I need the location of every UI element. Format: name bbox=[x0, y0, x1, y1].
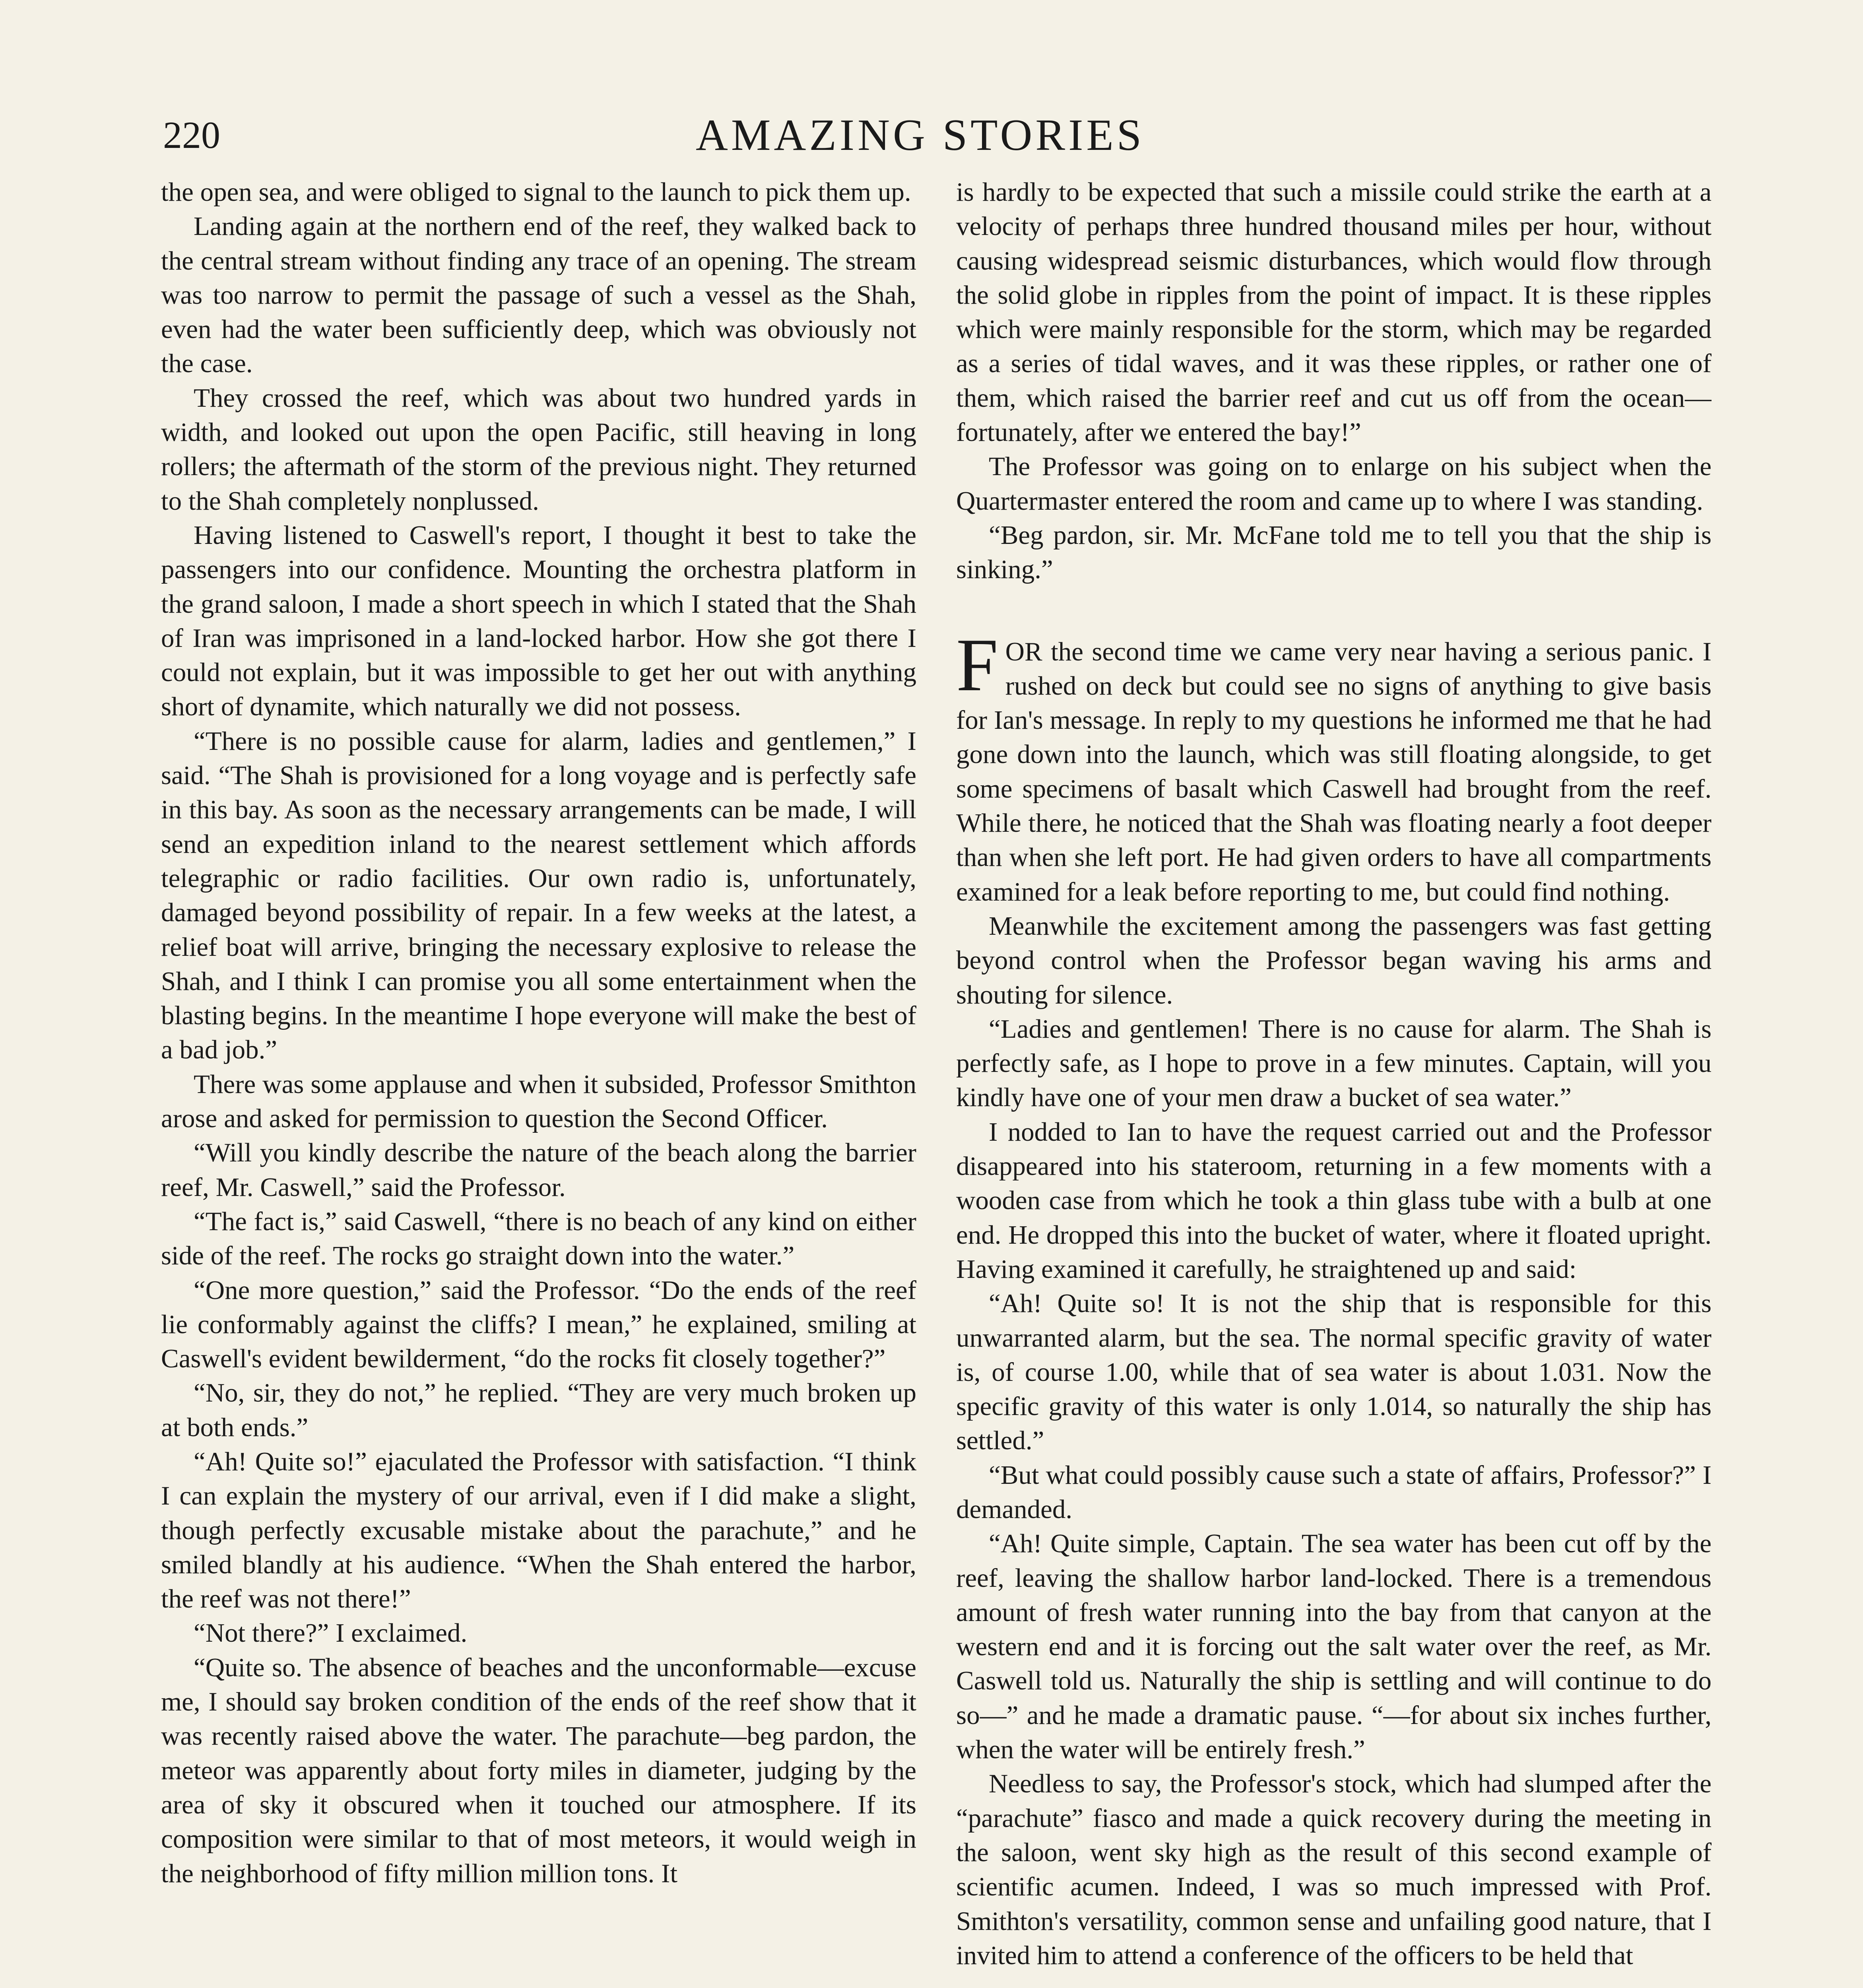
page-header bbox=[163, 107, 1714, 167]
paragraph: The Professor was going on to enlarge on his subject when the Quartermaster entered the room and came up to where I was standing. bbox=[956, 452, 1712, 516]
paragraph: “The fact is,” said Caswell, “there is no beach of any kind on either side of the reef. The rocks go straight down into the water.” bbox=[161, 1206, 916, 1271]
paragraph: “But what could possibly cause such a state of affairs, Professor?” I demanded. bbox=[956, 1460, 1712, 1524]
paragraph: They crossed the reef, which was about two hundred yards in width, and looked out upon the open Pacific, still heaving in long rollers; the aftermath of the storm of the previous night. They returned to the Shah completely nonplussed. bbox=[161, 383, 916, 516]
page-number: 220 bbox=[163, 114, 220, 156]
paragraph: “Ah! Quite simple, Captain. The sea water has been cut off by the reef, leaving the shallow harbor land-locked. There is a tremendous amount of fresh water running into the bay from that canyon at the western end and it is forcing out the salt water over the reef, as Mr. Caswell told us. Naturally the ship is settling and will continue to do so—” and he made a dramatic pause. “—for about six inches further, when the water will be entirely fresh.” bbox=[956, 1529, 1712, 1765]
paragraph: Landing again at the northern end of the reef, they walked back to the central stream without finding any trace of an opening. The stream was too narrow to permit the passage of such a vessel as the Shah, even had the water been sufficiently deep, which was obviously not the case. bbox=[161, 212, 916, 379]
paragraph: Needless to say, the Professor's stock, which had slumped after the “parachute” fiasco and made a quick recovery during the meeting in the saloon, went sky high as the result of this second example of scientific acumen. Indeed, I was so much impressed with Prof. Smithton's versatility, common sense and unfailing good nature, that I invited him to attend a conference of the officers to be held that bbox=[956, 1769, 1712, 1970]
paragraph: “One more question,” said the Professor. “Do the ends of the reef lie conformably against the cliffs? I mean,” he explained, smiling at Caswell's evident bewilderment, “do the rocks fit closely together?” bbox=[161, 1275, 916, 1374]
paragraph: “Quite so. The absence of beaches and the unconformable—excuse me, I should say broken condition of the ends of the reef show that it was recently raised above the water. The parachute—beg pardon, the meteor was apparently about forty miles in diameter, judging by the area of sky it obscured when it touched our atmosphere. If its composition were similar to that of most meteors, it would weigh in the neighborhood of fifty million million tons. It bbox=[161, 1652, 916, 1888]
paragraph: “No, sir, they do not,” he replied. “They are very much broken up at both ends.” bbox=[161, 1378, 916, 1442]
paragraph: “Ladies and gentlemen! There is no cause for alarm. The Shah is perfectly safe, as I hope to prove in a few minutes. Captain, will you kindly have one of your men draw a bucket of sea water.” bbox=[956, 1014, 1712, 1112]
paragraph: “Ah! Quite so!” ejaculated the Professor with satisfaction. “I think I can explain the mystery of our arrival, even if I did make a slight, though perfectly excusable mistake about the parachute,” and he smiled blandly at his audience. “When the Shah entered the harbor, the reef was not there!” bbox=[161, 1446, 916, 1614]
paragraph: “Beg pardon, sir. Mr. McFane told me to tell you that the ship is sinking.” bbox=[956, 520, 1712, 584]
paragraph: Having listened to Caswell's report, I thought it best to take the passengers into our confidence. Mounting the orchestra platform in the grand saloon, I made a short speech in which I stated that the Shah of Iran was imprisoned in a land-locked harbor. How she got there I could not explain, but it was impossible to get her out with anything short of dynamite, which naturally we did not possess. bbox=[161, 520, 916, 722]
paragraph: “Will you kindly describe the nature of the beach along the barrier reef, Mr. Caswell,” said the Professor. bbox=[161, 1138, 916, 1202]
paragraph: Meanwhile the excitement among the passengers was fast getting beyond control when the Professor began waving his arms and shouting for silence. bbox=[956, 911, 1712, 1010]
paragraph: is hardly to be expected that such a missile could strike the earth at a velocity of perhaps three hundred thousand miles per hour, without causing widespread seismic disturbances, which would flow through the solid globe in ripples from the point of impact. It is these ripples which were mainly responsible for the storm, which may be regarded as a series of tidal waves, and it was these ripples, or rather one of them, which raised the barrier reef and cut us off from the ocean—fortunately, after we entered the bay!” bbox=[956, 177, 1712, 447]
paragraph: “Not there?” I exclaimed. bbox=[194, 1618, 468, 1648]
paragraph: I nodded to Ian to have the request carried out and the Professor disappeared into his stateroom, returning in a few moments with a wooden case from which he took a thin glass tube with a bulb at one end. He dropped this into the bucket of water, where it floated upright. Having examined it carefully, he straightened up and said: bbox=[956, 1117, 1712, 1284]
paragraph: “Ah! Quite so! It is not the ship that is responsible for this unwarranted alarm, but the sea. The normal specific gravity of water is, of course 1.00, while that of sea water is about 1.031. Now the specific gravity of this water is only 1.014, so naturally the ship has settled.” bbox=[956, 1289, 1712, 1456]
paragraph: There was some applause and when it subsided, Professor Smithton arose and asked for permission to question the Second Officer. bbox=[161, 1069, 916, 1134]
paragraph: “There is no possible cause for alarm, ladies and gentlemen,” I said. “The Shah is provisioned for a long voyage and is perfectly safe in this bay. As soon as the necessary arrangements can be made, I will send an expedition inland to the nearest settlement which affords telegraphic or radio facilities. Our own radio is, unfortunately, damaged beyond possibility of repair. In a few weeks at the latest, a relief boat will arrive, bringing the necessary explosive to release the Shah, and I think I can promise you all some entertainment when the blasting begins. In the meantime I hope everyone will make the best of a bad job.” bbox=[161, 726, 916, 1065]
paragraph: the open sea, and were obliged to signal to the launch to pick them up. bbox=[161, 177, 911, 207]
right-column bbox=[956, 175, 1712, 1988]
drop-cap-paragraph-text: OR the second time we came very near having a serious panic. I rushed on deck but could see no signs of anything to give basis for Ian's message. In reply to my questions he informed me that he had gone down into the launch, which was still floating alongside, to get some specimens of basalt which Caswell had brought from the reef. While there, he noticed that the Shah was floating nearly a foot deeper than when she left port. He had given orders to have all compartments examined for a leak before reporting to me, but could find nothing. bbox=[956, 637, 1712, 907]
section-opening-paragraph bbox=[956, 623, 1712, 909]
left-column bbox=[161, 175, 916, 1988]
running-title: AMAZING STORIES bbox=[696, 111, 1145, 160]
drop-cap: F bbox=[956, 623, 998, 707]
